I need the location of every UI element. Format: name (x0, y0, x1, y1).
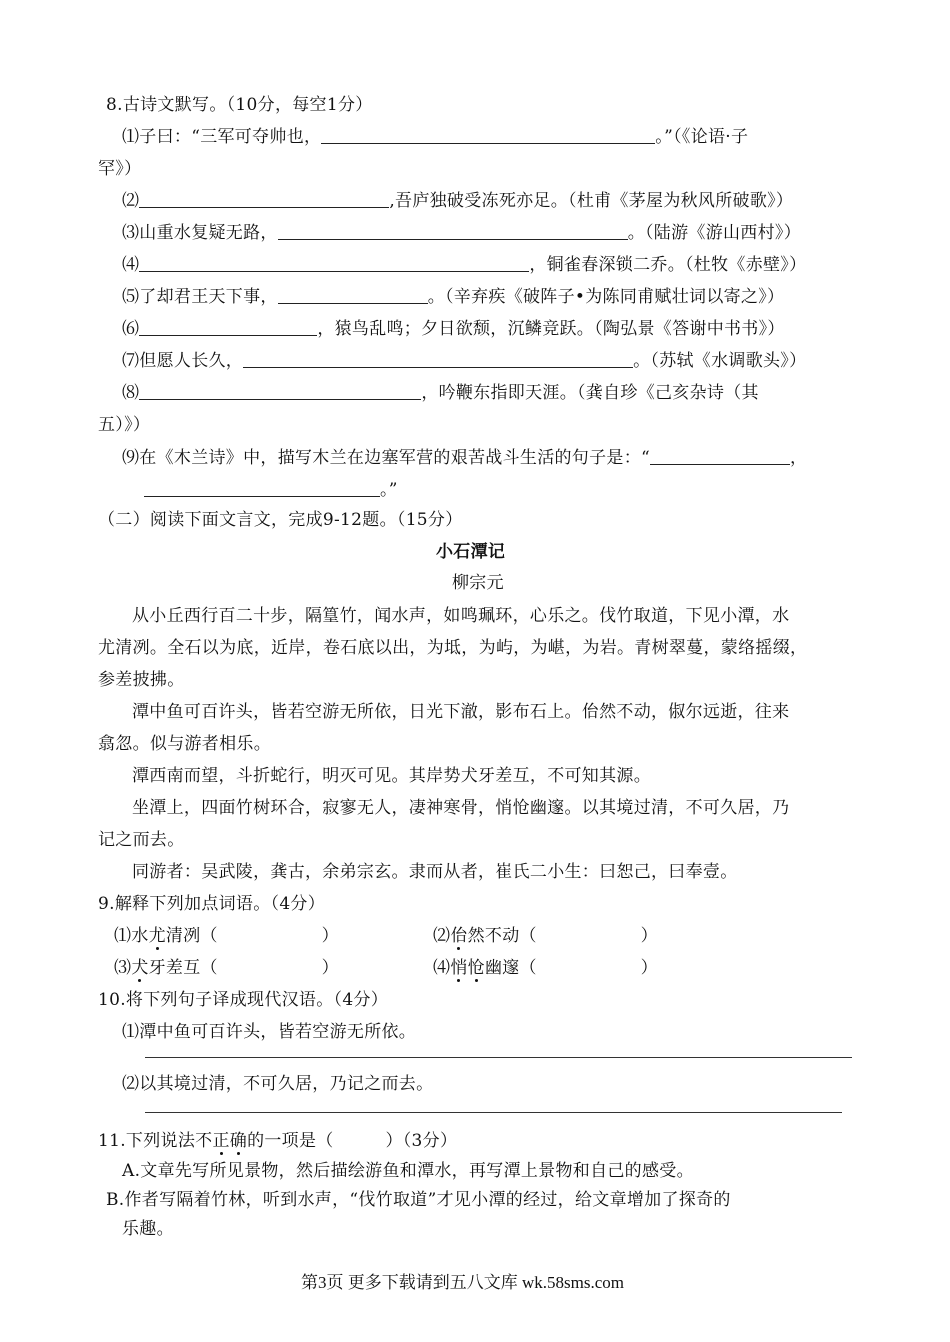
answer-blank[interactable] (144, 479, 380, 497)
q9-heading: 9.解释下列加点词语。（4分） (98, 894, 326, 914)
answer-blank[interactable] (139, 254, 529, 272)
passage-p5: 同游者：吴武陵，龚古，余弟宗玄。隶而从者，崔氏二小生：曰恕己，曰奉壹。 (132, 862, 738, 882)
q10-heading: 10.将下列句子译成现代汉语。（4分） (98, 990, 389, 1010)
section-heading: （二）阅读下面文言文，完成9-12题。（15分） (98, 510, 463, 530)
passage-p2-l1: 潭中鱼可百许头，皆若空游无所依，日光下澈，影布石上。佁然不动，俶尔远逝，往来 (132, 702, 790, 722)
answer-blank[interactable] (278, 222, 628, 240)
q8-item-8-cont: 五）》） (98, 415, 151, 435)
answer-blank[interactable] (139, 382, 421, 400)
q8-item-4: ⑷ ，铜雀春深锁二乔。（杜牧《赤壁》） (122, 255, 807, 275)
answer-line[interactable] (145, 1057, 852, 1058)
passage-p2-l2: 翕忽。似与游者相乐。 (98, 734, 271, 754)
q8-item-2: ⑵ ,吾庐独破受冻死亦足。（杜甫《茅屋为秋风所破歌》） (122, 191, 794, 211)
q8-item-1: ⑴子曰：“三军可夺帅也， 。”（《论语·子 (122, 127, 749, 147)
q8-item-6: ⑹ ，猿鸟乱鸣；夕日欲颓，沉鳞竞跃。（陶弘景《答谢中书书》） (122, 319, 785, 339)
passage-p4-l2: 记之而去。 (98, 830, 185, 850)
q11-option-a: A.文章先写所见景物，然后描绘游鱼和潭水，再写潭上景物和自己的感受。 (122, 1161, 694, 1181)
q8-item-8: ⑻ ，吟鞭东指即天涯。（龚自珍《己亥杂诗（其 (122, 383, 759, 403)
passage-p1-l2: 尤清冽。全石以为底，近岸，卷石底以出，为坻，为屿，为嵁，为岩。青树翠蔓，蒙络摇缀， (98, 638, 808, 658)
q8-item-9-cont: 。” (144, 479, 398, 501)
q11-option-b: B.作者写隔着竹林，听到水声，“伐竹取道”才见小潭的经过，给文章增加了探奇的 (106, 1190, 731, 1210)
q11-heading: 11.下列说法不正确的一项是（ ）（3分） (98, 1131, 458, 1151)
passage-title: 小石潭记 (436, 542, 506, 562)
answer-blank[interactable] (650, 447, 790, 465)
passage-p4-l1: 坐潭上，四面竹树环合，寂寥无人，凄神寒骨，悄怆幽邃。以其境过清，不可久居，乃 (132, 798, 790, 818)
answer-blank[interactable] (139, 318, 317, 336)
passage-p1-l3: 参差披拂。 (98, 670, 185, 690)
answer-line[interactable] (145, 1112, 842, 1113)
q8-heading: 8.古诗文默写。（10分，每空1分） (106, 95, 373, 115)
answer-blank[interactable] (321, 126, 655, 144)
q8-item-3: ⑶山重水复疑无路， 。（陆游《游山西村》） (122, 223, 802, 243)
q9-item-4: ⑷悄怆幽邃（ ） (433, 958, 658, 978)
q9-item-1: ⑴水尤清冽（ ） (114, 926, 339, 946)
q9-item-2: ⑵佁然不动（ ） (433, 926, 658, 946)
q8-item-7: ⑺但愿人长久， 。（苏轼《水调歌头》） (122, 351, 807, 371)
answer-blank[interactable] (278, 286, 428, 304)
passage-p1-l1: 从小丘西行百二十步，隔篁竹，闻水声，如鸣珮环，心乐之。伐竹取道，下见小潭，水 (132, 606, 790, 626)
q9-item-3: ⑶犬牙差互（ ） (114, 958, 339, 978)
answer-blank[interactable] (139, 190, 389, 208)
answer-blank[interactable] (243, 350, 633, 368)
q10-sentence-2: ⑵以其境过清，不可久居，乃记之而去。 (122, 1074, 434, 1094)
passage-p3: 潭西南而望，斗折蛇行，明灭可见。其岸势犬牙差互，不可知其源。 (132, 766, 651, 786)
q8-item-5: ⑸了却君王天下事， 。（辛弃疾《破阵子•为陈同甫赋壮词以寄之》） (122, 287, 785, 307)
passage-author: 柳宗元 (452, 573, 504, 593)
page-footer: 第3页 更多下载请到五八文库 wk.58sms.com (301, 1273, 624, 1292)
q8-item-9: ⑼在《木兰诗》中，描写木兰在边塞军营的艰苦战斗生活的句子是：“ ， (122, 448, 808, 468)
q8-item-1-cont: 罕》） (98, 159, 142, 179)
q10-sentence-1: ⑴潭中鱼可百许头，皆若空游无所依。 (122, 1022, 417, 1042)
q11-option-b-cont: 乐趣。 (122, 1219, 174, 1239)
